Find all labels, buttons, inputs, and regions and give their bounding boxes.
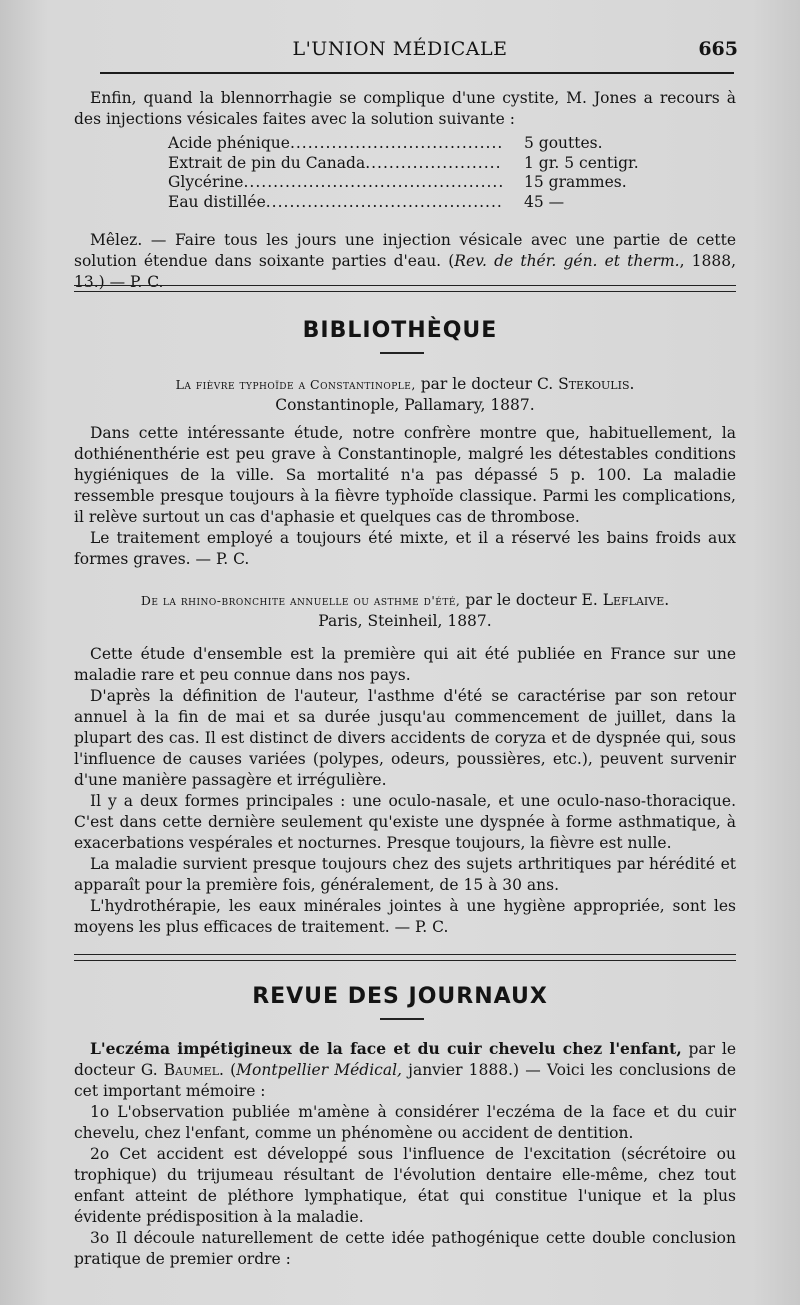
conclusion-item: 3o Il découle naturellement de cette idée pathogénique cette double conclusion pratique de premier ordre : (74, 1229, 736, 1268)
review-imprint: Constantinople, Pallamary, 1887. (275, 396, 535, 414)
source-citation: Rev. de thér. gén. et therm. (454, 252, 680, 270)
section-title-revue: REVUE DES JOURNAUX (252, 984, 548, 1009)
article-title: L'eczéma impétigineux de la face et du cuir chevelu chez l'enfant, (90, 1039, 682, 1058)
section-divider (74, 285, 736, 292)
recipe-note: Mêlez. — Faire tous les jours une injection vésicale avec une partie de cette solution étendue dans soixante parties d'eau. (Rev. de thér. gén. et therm., 1888, 13.) — P. C. (74, 231, 737, 291)
journal-article: L'eczéma impétigineux de la face et du cuir chevelu chez l'enfant, par le docteur G. Baumel. (Montpellier Médical, janvier 1888.) — Voici les conclusions de cet important mémoire : 1o L'observation publiée m'amène à considérer l'eczéma de la face et du cuir chevelu, chez l'enfant, comme un phénomène ou accident de dentition. 2o Cet accident est développé sous l'influence de l'excitation (sécrétoire ou trophique) du trijumeau résultant de l'évolution dentaire elle-même, chez tout enfant atteint de pléthore lymphatique, état qui constitue l'unique et la plus évidente prédisposition à la maladie. 3o Il découle naturellement de cette idée pathogénique cette double conclusion pratique de premier ordre : (74, 1039, 736, 1268)
review-imprint: Paris, Steinheil, 1887. (318, 612, 492, 630)
running-title: L'UNION MÉDICALE (292, 38, 508, 60)
recipe-intro: Enfin, quand la blennorrhagie se complique d'une cystite, M. Jones a recours à des injections vésicales faites avec la solution suivante : (74, 89, 736, 128)
title-rule (380, 1018, 424, 1020)
review-heading: De la rhino-bronchite annuelle ou asthme d'été, par le docteur E. Leflaive. Paris, Steinheil, 1887. (74, 590, 736, 632)
recipe-row: Acide phénique ..... 5 gouttes. (168, 134, 648, 154)
journal-name: Montpellier Médical, (236, 1061, 402, 1079)
recipe-list (168, 134, 648, 212)
header-rule (100, 72, 734, 74)
recipe-row: Extrait de pin du Canada ..... 1 gr. 5 centigr. (168, 154, 648, 174)
title-rule (380, 352, 424, 354)
page-header (0, 38, 800, 68)
section-divider (74, 954, 736, 961)
conclusion-item: 2o Cet accident est développé sous l'influence de l'excitation (sécrétoire ou trophique) du trijumeau résultant de l'évolution dentaire elle-même, chez tout enfant atteint de pléthore lymphatique, état qui constitue l'unique et la plus évidente prédisposition à la maladie. (74, 1145, 736, 1226)
page-number: 665 (698, 38, 738, 60)
section-title-bibliotheque: BIBLIOTHÈQUE (302, 318, 498, 343)
review-body: Dans cette intéressante étude, notre confrère montre que, habituellement, la dothiénenthérie est peu grave à Constantinople, malgré les détestables conditions hygiéniques de la ville. Sa mortalité n'a pas dépassé 5 p. 100. La maladie ressemble presque toujours à la fièvre typhoïde classique. Parmi les complications, il relève surtout un cas d'aphasie et quelques cas de thrombose. Le traitement employé a toujours été mixte, et il a réservé les bains froids aux formes graves. — P. C. (74, 424, 736, 568)
recipe-row: Glycérine ..... 15 grammes. (168, 173, 648, 193)
review-body: Cette étude d'ensemble est la première qui ait été publiée en France sur une maladie rare et peu connue dans nos pays. D'après la définition de l'auteur, l'asthme d'été se caractérise par son retour annuel à la fin de mai et sa durée jusqu'au commencement de juillet, dans la plupart des cas. Il est distinct de divers accidents de coryza et de dyspnée qui, sous l'influence de causes variées (polypes, odeurs, poussières, etc.), peuvent survenir d'une manière passagère et irrégulière. Il y a deux formes principales : une oculo-nasale, et une oculo-naso-thoracique. C'est dans cette dernière seulement qu'existe une dyspnée à forme asthmatique, à exacerbations vespérales et nocturnes. Presque toujours, la fièvre est nulle. La maladie survient presque toujours chez des sujets arthritiques par hérédité et apparaît pour la première fois, généralement, de 15 à 30 ans. L'hydrothérapie, les eaux minérales jointes à une hygiène appropriée, sont les moyens les plus efficaces de traitement. — P. C. (74, 645, 736, 936)
review-heading: La fièvre typhoïde a Constantinople, par le docteur C. Stekoulis. Constantinople, Pallamary, 1887. (74, 374, 736, 416)
recipe-row: Eau distillée ..... 45 — (168, 193, 648, 213)
conclusion-item: 1o L'observation publiée m'amène à considérer l'eczéma de la face et du cuir chevelu, chez l'enfant, comme un phénomène ou accident de dentition. (74, 1103, 736, 1142)
